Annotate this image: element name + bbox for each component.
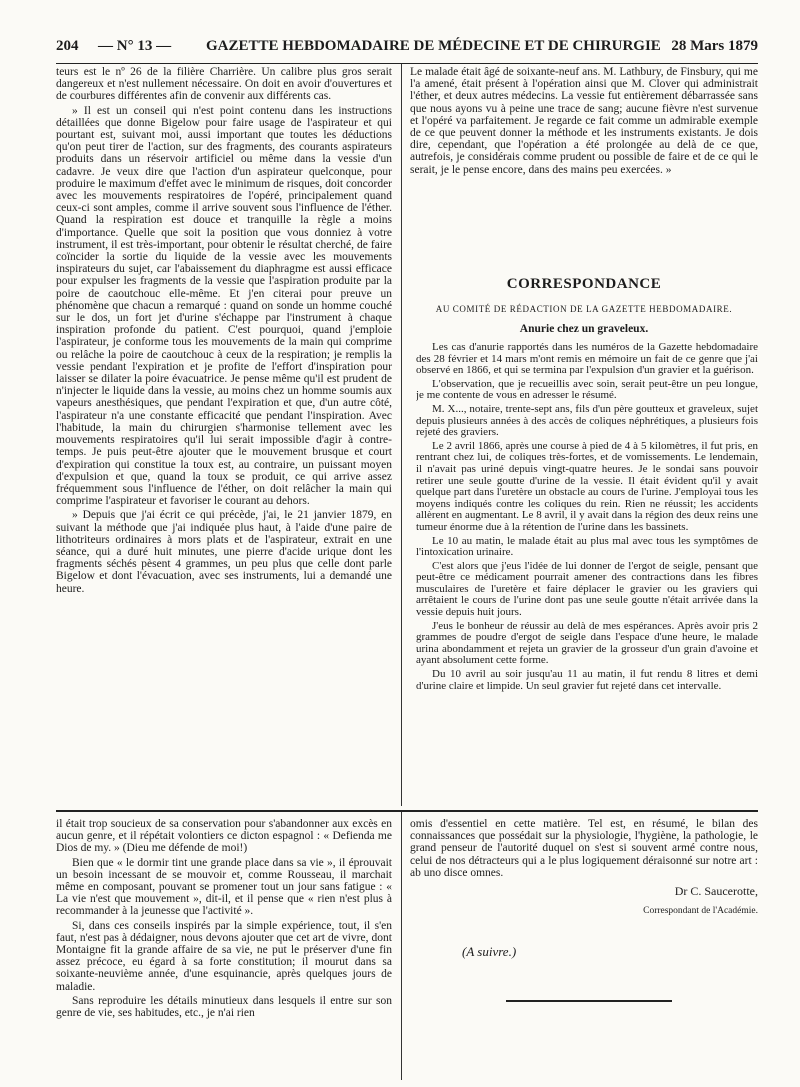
to-be-continued: (A suivre.) bbox=[462, 944, 517, 959]
paragraph: Du 10 avril au soir jusqu'au 11 au matin, il fut rendu 8 litres et demi d'urine claire et limpide. Un seul gravier fut rejeté dans cet intervalle. bbox=[416, 668, 758, 692]
section-subtitle: AU COMITÉ DE RÉDACTION DE LA GAZETTE HEBDOMADAIRE. bbox=[435, 304, 733, 314]
paragraph: C'est alors que j'eus l'idée de lui donner de l'ergot de seigle, pensant que peut-être ce médicament pourrait amener des contractions dans les fibres musculaires de l'uretère et faire déplacer le gravier ou les graviers qui arrêtaient le cours de l'urine dont pas une seule goutte n'était arrivée dans la vessie depuis huit jours. bbox=[416, 559, 758, 619]
issue-number: — N° 13 — bbox=[98, 38, 172, 54]
paragraph: J'eus le bonheur de réussir au delà de mes espérances. Après avoir pris 2 grammes de poudre d'ergot de seigle dans l'espace d'une heure, le malade urina abondamment et rejeta un gravier de la grosseur d'un grain d'avoine et ayant absolument cette forme. bbox=[416, 619, 758, 667]
journal-title: GAZETTE HEBDOMADAIRE DE MÉDECINE ET DE CHIRURGIE bbox=[206, 38, 661, 54]
paragraph: Les cas d'anurie rapportés dans les numéros de la Gazette hebdomadaire des 28 février et 14 mars m'ont remis en mémoire un fait de ce genre que j'ai observé en 1866, et qui se termina par l'expulsion d'un gravier et la guérison. bbox=[416, 342, 758, 377]
article-column-right bbox=[410, 66, 758, 272]
paragraph: L'observation, que je recueillis avec soin, serait peut-être un peu longue, je me contente de vous en adresser le résumé. bbox=[416, 377, 758, 402]
letter-heading: Anurie chez un graveleux. bbox=[519, 323, 649, 335]
page-header bbox=[56, 38, 758, 60]
paragraph: » Il est un conseil qui n'est point contenu dans les instructions détaillées que donne Bigelow pour faire usage de l'aspirateur et qui pourtant est, suivant moi, aussi important que toutes les déductions qu'on peut tirer de l'action, sur des fragments, des courants aspirateurs produits dans un réservoir artificiel ou même dans la vessie d'un cadavre. Je veux dire que l'action d'un aspirateur quelconque, pour produire le maximum d'effet avec le minimum de risques, doit concorder avec les mouvements respiratoires de l'opéré, principalement quand ceux-ci sont amples, comme il arrive souvent sous l'influence de l'éther. Quand la respiration est douce et tranquille la règle a moins d'importance. Quelle que soit la position que vous donniez à votre instrument, il est très-important, pour obtenir le résultat cherché, de faire coïncider la sortie du liquide de la vessie avec les mouvements inspirateurs du sujet, car l'abaissement du diaphragme est aussi efficace pour expulser les fragments de la vessie que l'aspiration produite par la poire de caoutchouc elle-même. Et j'en citerai pour preuve un phénomène que chacun a remarqué : quand on sonde un homme couché sur le dos, un fort jet d'urine s'échappe par l'instrument à chaque inspiration profonde du patient. C'est pourquoi, quand j'emploie l'aspirateur, je conforme tous les mouvements de la main qui comprime ou relâche la poire de caoutchouc à ceux de la respiration; je remplis la vessie pendant l'expiration et je profite de l'effort d'inspiration pour laisser se dilater la poire évacuatrice. Je pense même qu'il est prudent de n'injecter le liquide dans la vessie, au moins chez un homme soumis aux vapeurs anesthésiques, que pendant l'expiration et que, d'un autre côté, l'aspirateur n'a une constante efficacité que pendant l'inspiration. Avec l'habitude, la main du chirurgien s'harmonise tellement avec les mouvements respiratoires qu'il lui serait impossible d'agir à contre-temps. Je puis peut-être ajouter que le mouvement brusque et court d'expiration qui constitue la toux est, au contraire, un puissant moyen d'expulsion et que, quand la toux se produit, ce qui arrive assez fréquemment sous l'influence de l'éther, on doit relâcher la main qui comprime l'aspirateur et favoriser le courant au dehors. bbox=[56, 104, 392, 508]
feuilleton-column-left bbox=[56, 818, 392, 1080]
feuilleton-rule bbox=[56, 810, 758, 812]
paragraph: il était trop soucieux de sa conservation pour s'abandonner aux excès en aucun genre, et il répétait volontiers ce dicton espagnol : « Defienda me Dios de my. » (Dieu me défende de moi!) bbox=[56, 818, 392, 855]
issue-date: 28 Mars 1879 bbox=[671, 38, 758, 54]
end-rule bbox=[506, 1000, 672, 1002]
paragraph: Si, dans ces conseils inspirés par la simple expérience, tout, il s'en faut, n'est pas à dédaigner, nous devons ajouter que cet art de vivre, dont Montaigne fit la grande affaire de sa vie, ne put le préserver d'une fin assez précoce, eu égard à sa forte constitution; il mourut dans sa soixante-neuvième année, d'une esquinancie, après quelques jours de maladie. bbox=[56, 919, 392, 993]
column-divider bbox=[401, 812, 402, 1080]
header-rule bbox=[56, 63, 758, 64]
paragraph: M. X..., notaire, trente-sept ans, fils d'un père goutteux et graveleux, sujet depuis plusieurs années à des accès de coliques néphrétiques, a plusieurs fois rejeté des graviers. bbox=[416, 402, 758, 439]
section-title: CORRESPONDANCE bbox=[506, 276, 662, 292]
article-column-left bbox=[56, 66, 392, 806]
column-divider bbox=[401, 64, 402, 806]
paragraph: omis d'essentiel en cette matière. Tel est, en résumé, le bilan des connaissances que possédait sur la physiologie, l'hygiène, la pathologie, le grand penseur de l'autorité duquel on s'est si souvent armé contre nous, celui de nos détracteurs qui a le plus logiquement déraisonné sur notre art : ab uno disce omnes. bbox=[410, 818, 758, 879]
paragraph: Le 2 avril 1866, après une course à pied de 4 à 5 kilomètres, il fut pris, en rentrant chez lui, de coliques très-fortes, et de vomissements. Le lendemain, il n'avait pas uriné depuis vingt-quatre heures. Je le sondai sans pouvoir retirer une seule goutte d'urine de la vessie. Il était évident qu'il y avait quelque part dans l'uretère un obstacle au cours de l'urine. J'employai tous les moyens indiqués contre les coliques du rein. Rien ne réussit; les accidents allèrent en augmentant. Le 8 avril, il y avait dans la région des deux reins une tumeur énorme due à la rétention de l'urine dans les bassinets. bbox=[416, 439, 758, 533]
paragraph: Sans reproduire les détails minutieux dans lesquels il entre sur son genre de vie, ses habitudes, etc., je n'ai rien bbox=[56, 994, 392, 1020]
correspondance-column bbox=[416, 342, 758, 808]
paragraph: » Depuis que j'ai écrit ce qui précède, j'ai, le 21 janvier 1879, en suivant la méthode que j'ai indiquée plus haut, à l'aide d'une paire de lithotriteurs ordinaires à mors plats et de l'aspirateur, extrait en une séance, qui a duré huit minutes, une pierre d'acide urique dont les fragments séchés pèsent 4 grammes, un peu plus que celle dont parle Bigelow et dont l'évacuation, avec ses instruments, lui a demandé une heure. bbox=[56, 509, 392, 595]
author-role: Correspondant de l'Académie. bbox=[643, 906, 758, 916]
paragraph: teurs est le nº 26 de la filière Charrière. Un calibre plus gros serait dangereux et n'est nullement nécessaire. On doit en avoir d'ouvertures et de courbures différentes afin de convenir aux différents cas. bbox=[56, 66, 392, 103]
paragraph: Le malade était âgé de soixante-neuf ans. M. Lathbury, de Finsbury, qui me l'a amené, était présent à l'opération ainsi que M. Clover qui administrait l'éther, et deux autres médecins. La vessie fut entièrement débarrassée sans que nous ayons vu à peine une trace de sang; aucune fièvre n'est survenue et l'opéré va parfaitement. Je regarde ce fait comme un admirable exemple de ce que peuvent donner la méthode et les instruments existants. Je dois dire, cependant, que l'opération a été prolongée au delà de ce que, autrefois, je considérais comme prudent ou possible de faire et de ce qui le serait, je le pense encore, dans des mains peu exercées. » bbox=[410, 66, 758, 176]
page-number: 204 bbox=[56, 38, 79, 54]
paragraph: Le 10 au matin, le malade était au plus mal avec tous les symptômes de l'intoxication urinaire. bbox=[416, 534, 758, 559]
paragraph: Bien que « le dormir tint une grande place dans sa vie », il éprouvait un besoin incessant de se mouvoir et, comme Rousseau, il marchait même en composant, pouvant se promener tout un jour sans fatigue : « La vie n'est que mouvement », dit-il, et il pense que « rien n'est plus à recommander à la jeunesse que l'activité ». bbox=[56, 856, 392, 918]
author-signature: Dr C. Saucerotte, bbox=[674, 884, 758, 898]
